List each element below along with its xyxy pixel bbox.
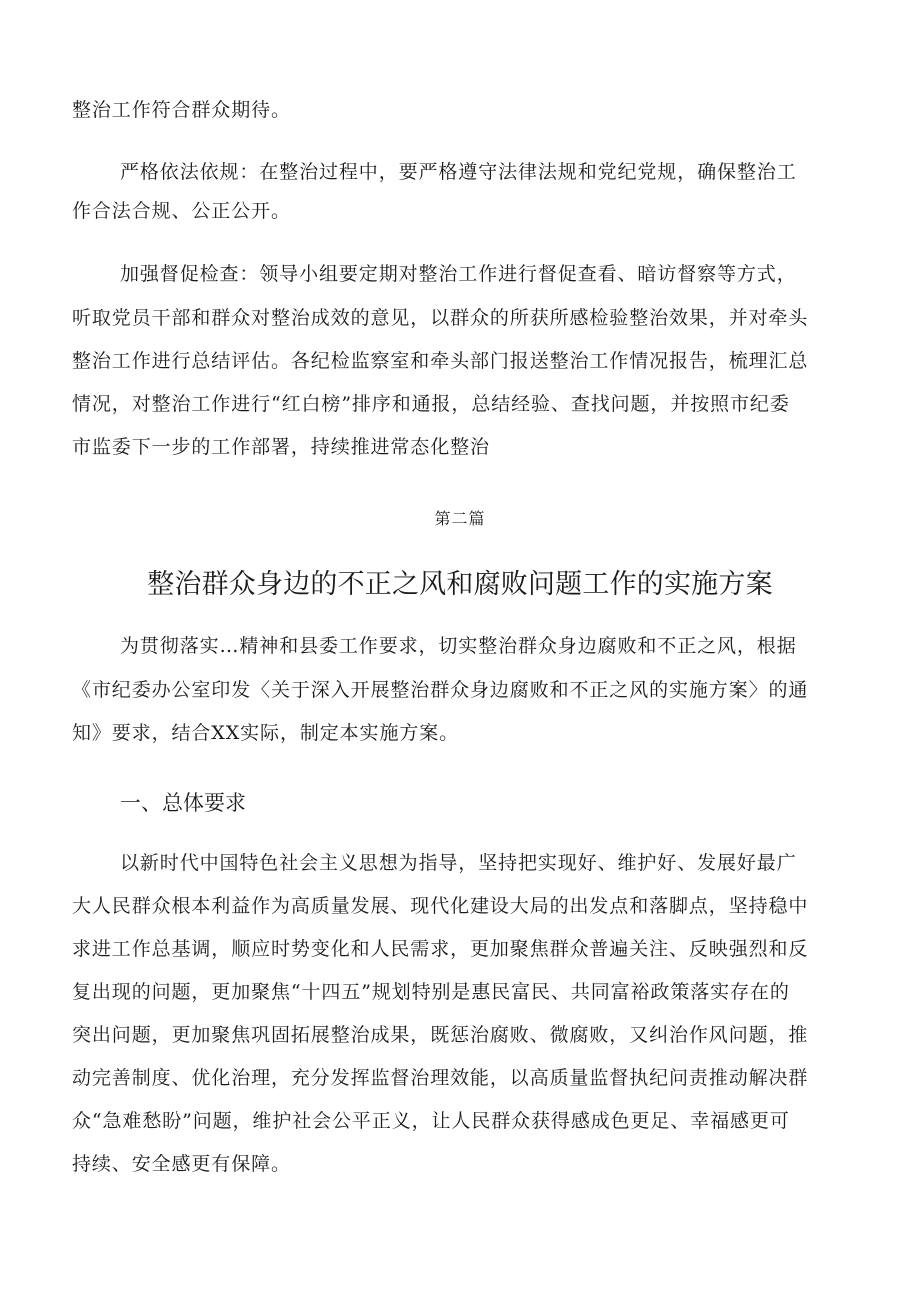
section-heading: 一、总体要求	[120, 791, 246, 815]
paragraph-line: 听取党员干部和群众对整治成效的意见，以群众的所获所感检验整治效果，并对牵头	[72, 307, 809, 329]
paragraph-line: 严格依法依规：在整治过程中，要严格遵守法律法规和党纪党规，确保整治工	[120, 161, 797, 183]
paragraph-line: 动完善制度、优化治理，充分发挥监督治理效能，以高质量监督执纪问责推动解决群	[72, 1067, 809, 1089]
paragraph-line: 以新时代中国特色社会主义思想为指导，坚持把实现好、维护好、发展好最广	[120, 852, 797, 874]
paragraph-line: 作合法合规、公正公开。	[72, 200, 291, 222]
paragraph-line: 知》要求，结合XX实际，制定本实施方案。	[72, 722, 460, 744]
document-title: 整治群众身边的不正之风和腐败问题工作的实施方案	[147, 569, 773, 600]
paragraph-line: 持续、安全感更有保障。	[72, 1153, 291, 1175]
paragraph-line: 众“急难愁盼”问题，维护社会公平正义，让人民群众获得感成色更足、幸福感更可	[72, 1110, 790, 1132]
paragraph-line: 整治工作符合群众期待。	[72, 99, 291, 121]
paragraph-line: 突出问题，更加聚焦巩固拓展整治成果，既惩治腐败、微腐败，又纠治作风问题，推	[72, 1024, 809, 1046]
part-label: 第二篇	[434, 509, 486, 528]
paragraph-line: 求进工作总基调，顺应时势变化和人民需求，更加聚焦群众普遍关注、反映强烈和反	[72, 938, 809, 960]
paragraph-line: 整治工作进行总结评估。各纪检监察室和牵头部门报送整治工作情况报告，梳理汇总	[72, 350, 809, 372]
paragraph-line: 情况，对整治工作进行“红白榜”排序和通报，总结经验、查找问题，并按照市纪委	[72, 393, 790, 415]
paragraph-line: 为贯彻落实…精神和县委工作要求，切实整治群众身边腐败和不正之风，根据	[120, 635, 797, 657]
paragraph-line: 大人民群众根本利益作为高质量发展、现代化建设大局的出发点和落脚点，坚持稳中	[72, 895, 809, 917]
paragraph-line: 复出现的问题，更加聚焦“十四五”规划特别是惠民富民、共同富裕政策落实存在的	[72, 981, 790, 1003]
paragraph-line: 《市纪委办公室印发〈关于深入开展整治群众身边腐败和不正之风的实施方案〉的通	[72, 679, 809, 701]
paragraph-line: 市监委下一步的工作部署，持续推进常态化整治	[72, 436, 490, 458]
paragraph-line: 加强督促检查：领导小组要定期对整治工作进行督促查看、暗访督察等方式，	[120, 263, 797, 285]
